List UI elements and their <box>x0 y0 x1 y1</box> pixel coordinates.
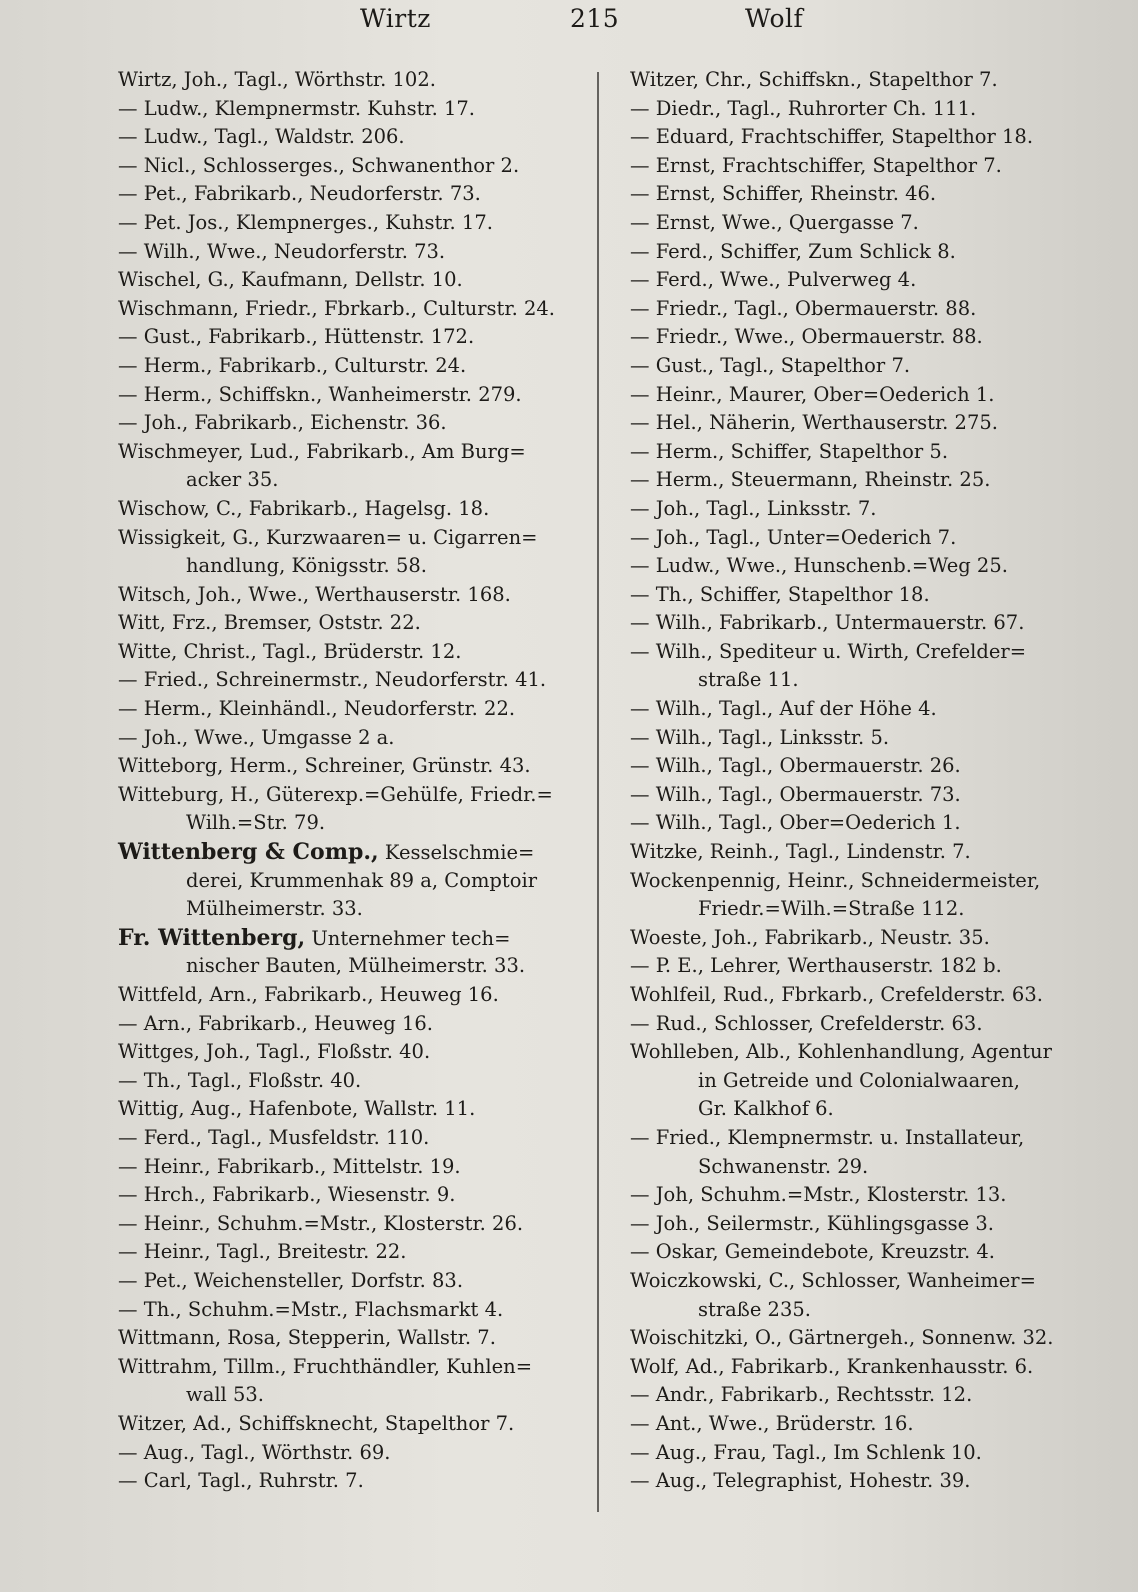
directory-entry-line: Wittig, Aug., Hafenbote, Wallstr. 11. <box>118 1097 476 1121</box>
header-left-keyword: Wirtz <box>360 4 431 33</box>
directory-entry-line: — Th., Schuhm.=Mstr., Flachsmarkt 4. <box>118 1297 504 1321</box>
directory-entry-line: wall 53. <box>186 1383 264 1407</box>
directory-entry-line: Woiczkowski, C., Schlosser, Wanheimer= <box>630 1268 1036 1292</box>
directory-entry-line: — Herm., Kleinhändl., Neudorferstr. 22. <box>118 697 516 721</box>
directory-entry-line: — Herm., Schiffer, Stapelthor 5. <box>630 439 949 463</box>
directory-entry-line: Wittmann, Rosa, Stepperin, Wallstr. 7. <box>118 1326 496 1350</box>
directory-entry-line: Wilh.=Str. 79. <box>186 811 326 835</box>
directory-entry-line: in Getreide und Colonialwaaren, <box>698 1068 1020 1092</box>
page-header <box>360 4 860 40</box>
company-name: Wittenberg & Comp., <box>118 839 379 866</box>
directory-entry-line: — Wilh., Tagl., Ober=Oederich 1. <box>630 811 961 835</box>
directory-entry-line: — Gust., Tagl., Stapelthor 7. <box>630 353 911 377</box>
directory-entry-line: — Herm., Steuermann, Rheinstr. 25. <box>630 468 991 492</box>
directory-entry-line: — Joh., Wwe., Umgasse 2 a. <box>118 725 395 749</box>
directory-entry-line: — Heinr., Fabrikarb., Mittelstr. 19. <box>118 1154 461 1178</box>
directory-entry-line: Wischow, C., Fabrikarb., Hagelsg. 18. <box>118 496 490 520</box>
directory-entry-line: — Hel., Näherin, Werthauserstr. 275. <box>630 411 998 435</box>
company-name: Fr. Wittenberg, <box>118 924 306 951</box>
directory-entry-line: Wockenpennig, Heinr., Schneidermeister, <box>630 868 1041 892</box>
directory-entry-line: — Wilh., Tagl., Obermauerstr. 73. <box>630 782 961 806</box>
directory-entry-line: — Andr., Fabrikarb., Rechtsstr. 12. <box>630 1383 973 1407</box>
directory-entry-line <box>118 838 588 867</box>
directory-entry-line: Witte, Christ., Tagl., Brüderstr. 12. <box>118 639 462 663</box>
directory-entry-line: Woischitzki, O., Gärtnergeh., Sonnenw. 32. <box>630 1326 1054 1350</box>
directory-entry-line: Wischmann, Friedr., Fbrkarb., Culturstr. 24. <box>118 296 555 320</box>
directory-entry-line: — Ludw., Tagl., Waldstr. 206. <box>118 125 405 149</box>
directory-entry-line: nischer Bauten, Mülheimerstr. 33. <box>186 954 526 978</box>
directory-entry-line: — Joh, Schuhm.=Mstr., Klosterstr. 13. <box>630 1183 1007 1207</box>
directory-entry-line: — Pet., Fabrikarb., Neudorferstr. 73. <box>118 182 481 206</box>
directory-entry-line: — Ludw., Klempnermstr. Kuhstr. 17. <box>118 96 475 120</box>
directory-entry-line: Witteburg, H., Güterexp.=Gehülfe, Friedr.= <box>118 782 553 806</box>
directory-entry-line: handlung, Königsstr. 58. <box>186 554 427 578</box>
directory-entry-line: — P. E., Lehrer, Werthauserstr. 182 b. <box>630 954 1002 978</box>
directory-entry-line: — Joh., Fabrikarb., Eichenstr. 36. <box>118 411 447 435</box>
directory-entry-line: Witsch, Joh., Wwe., Werthauserstr. 168. <box>118 582 511 606</box>
directory-entry-line: Wittges, Joh., Tagl., Floßstr. 40. <box>118 1040 431 1064</box>
left-column <box>118 66 588 1496</box>
directory-entry-line: — Ferd., Tagl., Musfeldstr. 110. <box>118 1125 430 1149</box>
directory-entry-line: Mülheimerstr. 33. <box>186 897 363 921</box>
directory-entry-line: — Aug., Tagl., Wörthstr. 69. <box>118 1440 391 1464</box>
right-column <box>630 66 1105 1496</box>
directory-entry-line: — Arn., Fabrikarb., Heuweg 16. <box>118 1011 433 1035</box>
directory-entry-line: — Aug., Telegraphist, Hohestr. 39. <box>630 1469 971 1493</box>
directory-entry-line: — Ernst, Schiffer, Rheinstr. 46. <box>630 182 937 206</box>
directory-entry-line: Schwanenstr. 29. <box>698 1154 869 1178</box>
directory-entry-line: — Joh., Seilermstr., Kühlingsgasse 3. <box>630 1211 994 1235</box>
directory-entry-line: — Ferd., Schiffer, Zum Schlick 8. <box>630 239 956 263</box>
directory-entry-line: — Pet. Jos., Klempnerges., Kuhstr. 17. <box>118 210 493 234</box>
directory-entry-line: — Ernst, Wwe., Quergasse 7. <box>630 210 919 234</box>
directory-entry-line: — Rud., Schlosser, Crefelderstr. 63. <box>630 1011 983 1035</box>
directory-entry-line: Witzer, Chr., Schiffskn., Stapelthor 7. <box>630 68 998 91</box>
directory-entry-line: Wohlfeil, Rud., Fbrkarb., Crefelderstr. 63. <box>630 983 1043 1006</box>
directory-entry-line: — Wilh., Wwe., Neudorferstr. 73. <box>118 239 446 263</box>
directory-entry-line: — Th., Tagl., Floßstr. 40. <box>118 1068 362 1092</box>
directory-entry-line: Witteborg, Herm., Schreiner, Grünstr. 43. <box>118 754 531 778</box>
directory-entry-line: — Fried., Schreinermstr., Neudorferstr. 41. <box>118 668 547 692</box>
directory-entry-line: — Wilh., Tagl., Obermauerstr. 26. <box>630 754 961 778</box>
directory-entry-line: — Heinr., Tagl., Breitestr. 22. <box>118 1240 407 1264</box>
directory-entry-line: Friedr.=Wilh.=Straße 112. <box>698 897 965 921</box>
directory-entry-line: — Herm., Fabrikarb., Culturstr. 24. <box>118 353 467 377</box>
directory-entry-line: Wirtz, Joh., Tagl., Wörthstr. 102. <box>118 68 436 91</box>
entry-text: Unternehmer tech= <box>311 926 511 950</box>
directory-entry-line: Wittrahm, Tillm., Fruchthändler, Kuhlen= <box>118 1354 533 1378</box>
directory-entry-line: acker 35. <box>186 468 279 492</box>
directory-entry-line: Wischmeyer, Lud., Fabrikarb., Am Burg= <box>118 439 526 463</box>
directory-entry-line: Wischel, G., Kaufmann, Dellstr. 10. <box>118 268 463 292</box>
directory-entry-line: — Carl, Tagl., Ruhrstr. 7. <box>118 1469 364 1493</box>
directory-entry-line: — Diedr., Tagl., Ruhrorter Ch. 111. <box>630 96 977 120</box>
directory-entry-line: — Nicl., Schlosserges., Schwanenthor 2. <box>118 153 520 177</box>
page-number: 215 <box>570 4 620 33</box>
directory-entry-line: — Joh., Tagl., Unter=Oederich 7. <box>630 525 957 549</box>
directory-entry-line: Wolf, Ad., Fabrikarb., Krankenhausstr. 6. <box>630 1354 1034 1378</box>
directory-entry-line: — Th., Schiffer, Stapelthor 18. <box>630 582 930 606</box>
directory-entry-line: — Ant., Wwe., Brüderstr. 16. <box>630 1411 914 1435</box>
directory-entry-line: straße 11. <box>698 668 799 692</box>
directory-entry-line: — Heinr., Maurer, Ober=Oederich 1. <box>630 382 995 406</box>
directory-entry-line: Witzke, Reinh., Tagl., Lindenstr. 7. <box>630 840 971 864</box>
directory-entry-line: Witt, Frz., Bremser, Oststr. 22. <box>118 611 421 635</box>
header-right-keyword: Wolf <box>745 4 804 33</box>
directory-entry-line: — Ferd., Wwe., Pulverweg 4. <box>630 268 917 292</box>
directory-entry-line: — Pet., Weichensteller, Dorfstr. 83. <box>118 1268 464 1292</box>
directory-entry-line: — Joh., Tagl., Linksstr. 7. <box>630 496 877 520</box>
directory-entry-line: — Fried., Klempnermstr. u. Installateur, <box>630 1125 1025 1149</box>
entry-text: Kesselschmie= <box>384 841 535 865</box>
directory-entry-line: — Hrch., Fabrikarb., Wiesenstr. 9. <box>118 1183 456 1207</box>
directory-entry-line: derei, Krummenhak 89 a, Comptoir <box>186 868 538 892</box>
directory-entry-line: — Aug., Frau, Tagl., Im Schlenk 10. <box>630 1440 982 1464</box>
directory-entry-line: — Heinr., Schuhm.=Mstr., Klosterstr. 26. <box>118 1211 524 1235</box>
directory-entry-line: Woeste, Joh., Fabrikarb., Neustr. 35. <box>630 925 990 949</box>
directory-entry-line: — Ernst, Frachtschiffer, Stapelthor 7. <box>630 153 1002 177</box>
directory-entry-line: — Eduard, Frachtschiffer, Stapelthor 18. <box>630 125 1034 149</box>
directory-entry-line: — Oskar, Gemeindebote, Kreuzstr. 4. <box>630 1240 995 1264</box>
directory-entry-line: — Wilh., Tagl., Auf der Höhe 4. <box>630 697 937 721</box>
directory-entry-line: Witzer, Ad., Schiffsknecht, Stapelthor 7. <box>118 1411 515 1435</box>
directory-entry-line: — Friedr., Tagl., Obermauerstr. 88. <box>630 296 977 320</box>
directory-entry-line: — Ludw., Wwe., Hunschenb.=Weg 25. <box>630 554 1008 578</box>
directory-entry-line: — Friedr., Wwe., Obermauerstr. 88. <box>630 325 983 349</box>
directory-entry-line <box>118 924 588 953</box>
directory-entry-line: Gr. Kalkhof 6. <box>698 1097 834 1121</box>
directory-entry-line: — Wilh., Tagl., Linksstr. 5. <box>630 725 890 749</box>
directory-entry-line: Wohlleben, Alb., Kohlenhandlung, Agentur <box>630 1040 1052 1064</box>
directory-entry-line: — Herm., Schiffskn., Wanheimerstr. 279. <box>118 382 522 406</box>
directory-entry-line: — Gust., Fabrikarb., Hüttenstr. 172. <box>118 325 475 349</box>
column-divider <box>597 72 599 1512</box>
directory-entry-line: — Wilh., Fabrikarb., Untermauerstr. 67. <box>630 611 1025 635</box>
directory-entry-line: straße 235. <box>698 1297 811 1321</box>
directory-entry-line: — Wilh., Spediteur u. Wirth, Crefelder= <box>630 639 1027 663</box>
directory-entry-line: Wissigkeit, G., Kurzwaaren= u. Cigarren= <box>118 525 538 549</box>
directory-entry-line: Wittfeld, Arn., Fabrikarb., Heuweg 16. <box>118 983 499 1006</box>
